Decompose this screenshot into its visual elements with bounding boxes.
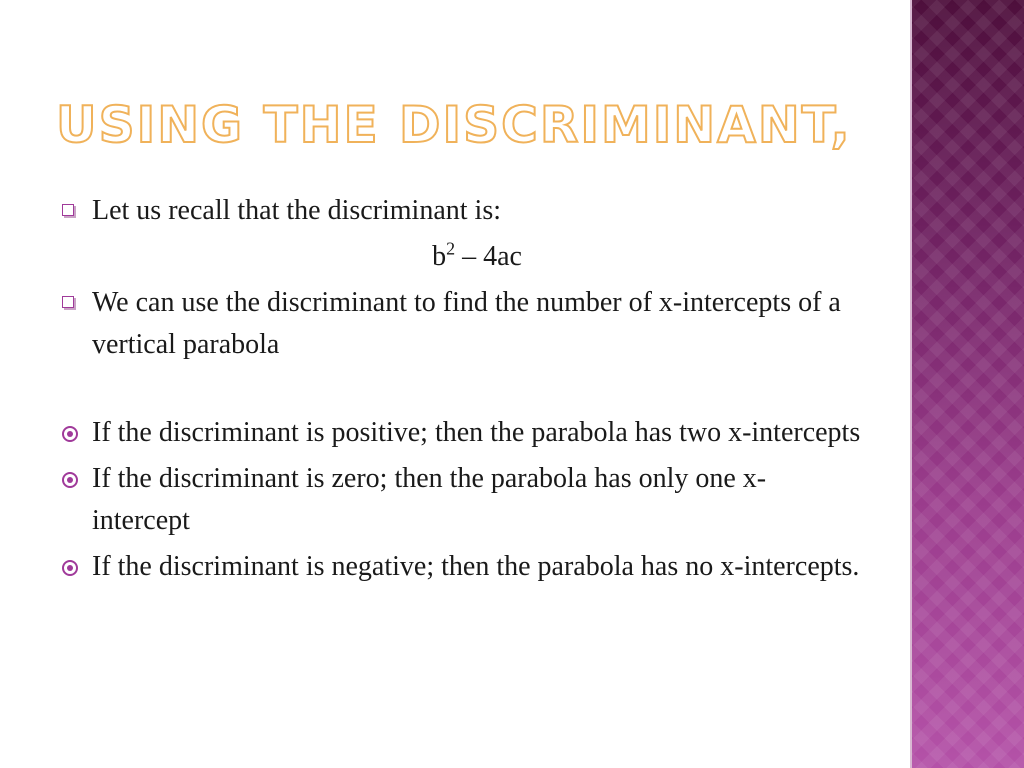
formula-base: b: [432, 241, 447, 272]
bullet-item-recall: [62, 190, 862, 232]
formula-exponent: 2: [446, 238, 456, 259]
bullet-text: Let us recall that the discriminant is:: [92, 195, 501, 226]
bullet-item-zero: [62, 458, 862, 542]
spacer: [62, 370, 862, 412]
slide-title: USING THE DISCRIMINANT,: [56, 96, 852, 154]
slide-content: [62, 190, 862, 592]
bullet-text: If the discriminant is positive; then the parabola has two x-intercepts: [92, 417, 861, 448]
formula-rest: – 4ac: [455, 241, 522, 272]
bullet-text: If the discriminant is negative; then the parabola has no x-intercepts.: [92, 551, 860, 582]
square-bullet-icon: [62, 296, 74, 308]
discriminant-formula: [62, 236, 862, 278]
bullet-text: If the discriminant is zero; then the parabola has only one x-intercept: [92, 463, 767, 536]
decorative-side-band: [912, 0, 1024, 768]
bullet-item-negative: [62, 546, 862, 588]
square-bullet-icon: [62, 204, 74, 216]
circle-bullet-icon: [62, 426, 78, 442]
bullet-text: We can use the discriminant to find the number of x-intercepts of a vertical parabola: [92, 287, 841, 360]
circle-bullet-icon: [62, 560, 78, 576]
circle-bullet-icon: [62, 472, 78, 488]
bullet-item-positive: [62, 412, 862, 454]
bullet-item-usage: [62, 282, 862, 366]
